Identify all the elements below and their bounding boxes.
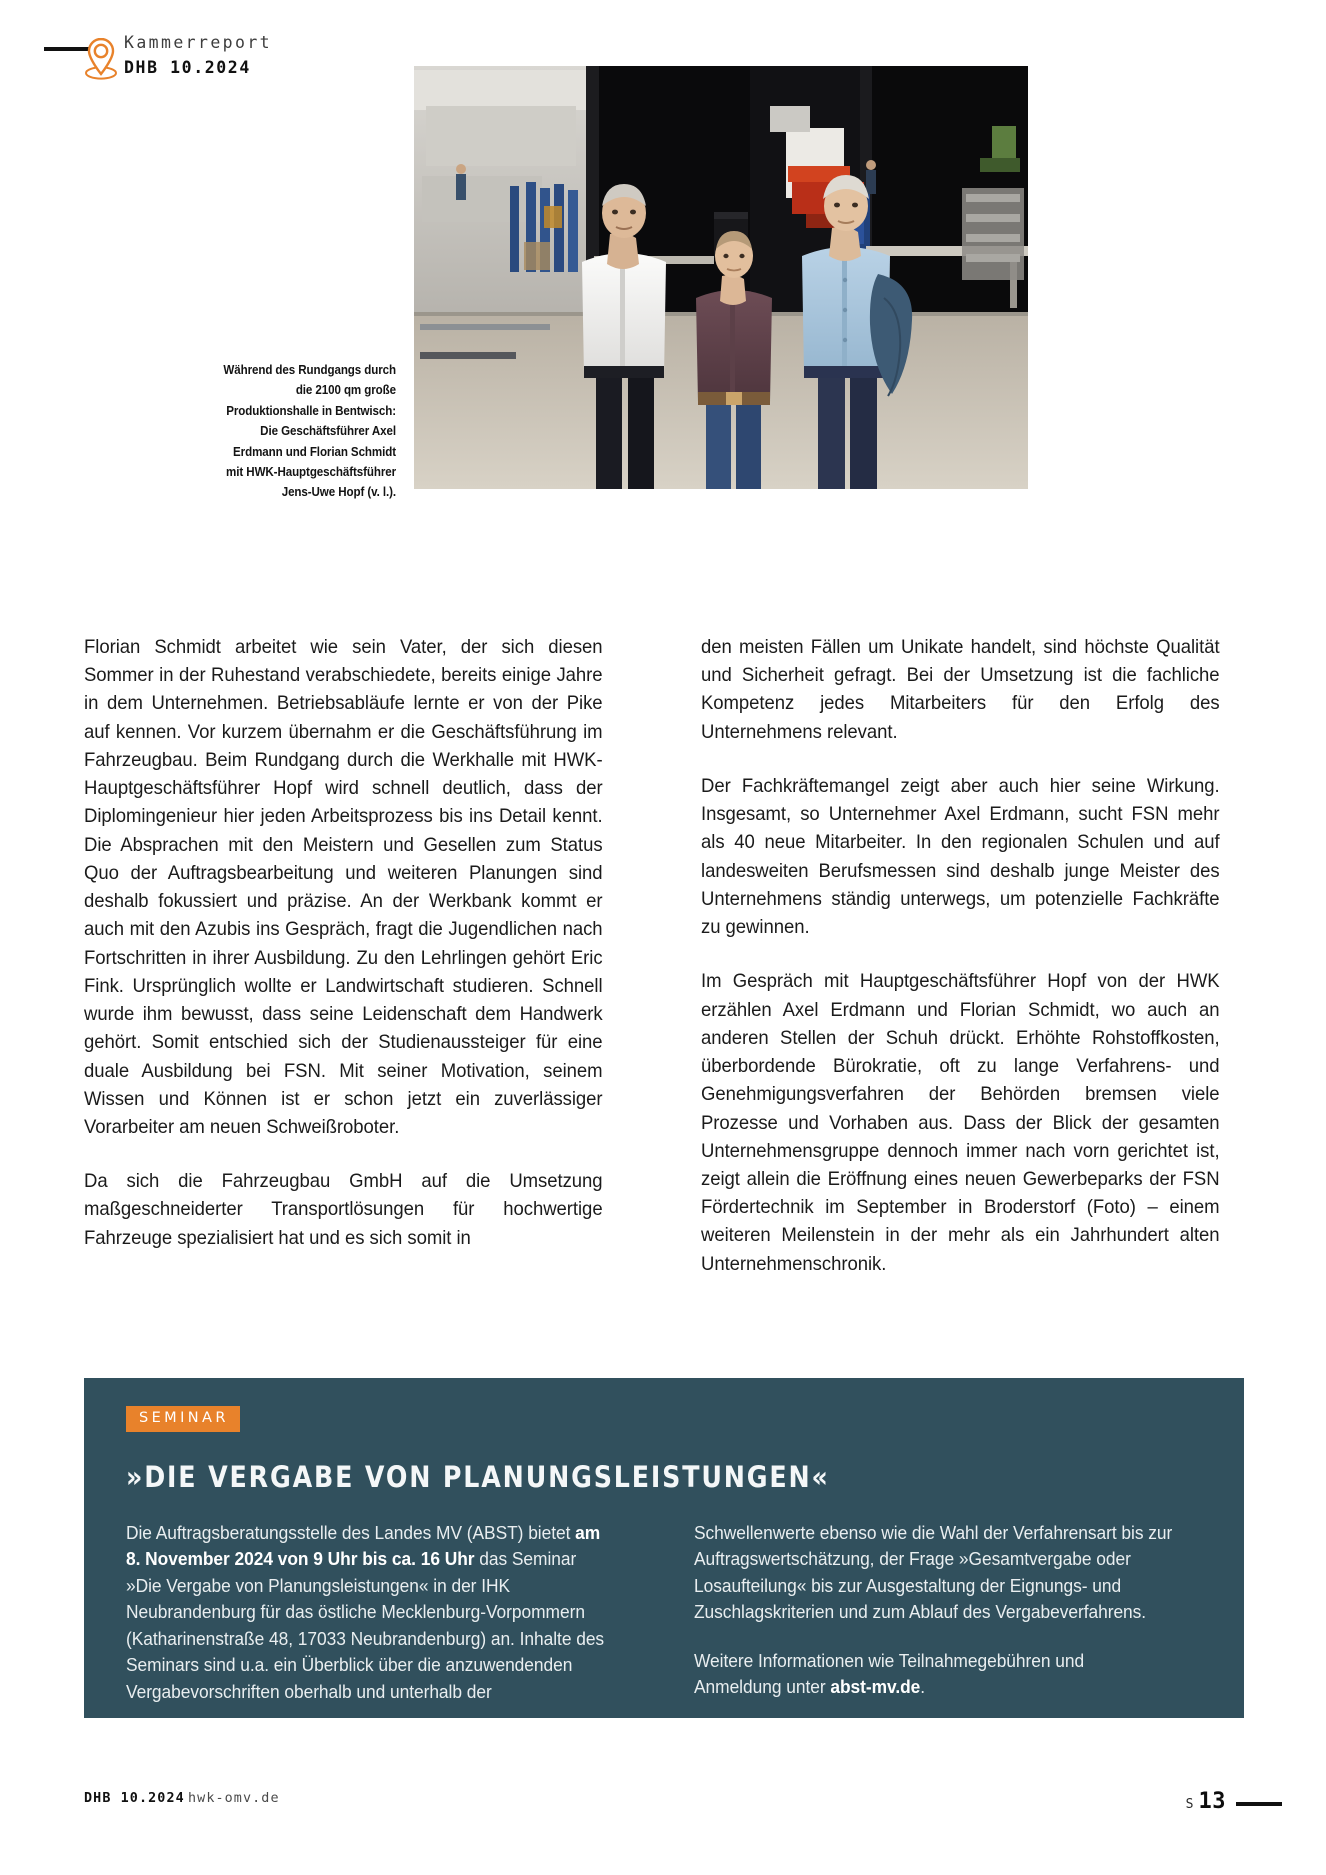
paragraph: den meisten Fällen um Unikate handelt, sind höchste Qualität und Sicherheit gefragt. Bei der Umsetzung ist die fachliche Kompetenz jedes Mitarbeiters für den Erfolg des Unternehmens relevant.: [701, 636, 1220, 743]
seminar-paragraph: [126, 1520, 606, 1706]
page-prefix: S: [1185, 1797, 1194, 1812]
article-body: [84, 633, 1244, 1278]
issue-label: DHB 10.2024: [124, 57, 251, 77]
paragraph: Der Fachkräftemangel zeigt aber auch hier seine Wirkung. Insgesamt, so Unternehmer Axel Erdmann, sucht FSN mehr als 40 neue Mitarbeiter. In den regionalen Schulen und auf landesweiten Berufsmessen sind deshalb junge Meister des Unternehmens ständig unterwegs, um potenzielle Fachkräfte zu gewinnen.: [701, 774, 1220, 939]
header-titles: [124, 30, 272, 80]
location-pin-icon: [84, 34, 118, 82]
footer-issue: DHB 10.2024: [84, 1791, 185, 1806]
paragraph: Im Gespräch mit Hauptgeschäftsführer Hopf von der HWK erzählen Axel Erdmann und Florian Schmidt, wo auch an anderen Stellen der Schuh drückt. Erhöhte Rohstoffkosten, überbordende Bürokratie, oft zu lange Verfahrens- und Genehmigungsverfahren der Behörden bremsen viele Prozesse und Vorhaben aus. Dass der Blick der gesamten Unternehmensgruppe dennoch immer nach vorn gerichtet ist, zeigt allein die Eröffnung eines neuen Gewerbeparks der FSN Fördertechnik im September in Broderstorf (Foto) – einem weiteren Meilenstein in der mehr als ein Jahrhundert alten Unternehmenschronik.: [701, 970, 1220, 1275]
seminar-text-3: Weitere Informationen wie Teilnahmegebühren und Anmeldung unter: [694, 1650, 1085, 1698]
seminar-left-column: [126, 1520, 626, 1706]
paragraph: Da sich die Fahrzeugbau GmbH auf die Umsetzung maßgeschneiderter Transportlösungen für hochwertige Fahrzeuge spezialisiert hat und es sich somit in: [84, 1170, 603, 1249]
paragraph: Florian Schmidt arbeitet wie sein Vater, der sich diesen Sommer in der Ruhestand verabschiedete, bereits einige Jahre in dem Unternehmen. Betriebsabläufe lernte er von der Pike auf kennen. Vor kurzem übernahm er die Geschäftsführung im Fahrzeugbau. Beim Rundgang durch die Werkhalle mit HWK-Hauptgeschäftsführer Hopf wird schnell deutlich, dass der Diplomingenieur hier jeden Arbeitsprozess bis ins Detail kennt. Die Absprachen mit den Meistern und Gesellen zum Status Quo der Auftragsbearbeitung und weiteren Planungen sind deshalb fokussiert und präzise. An der Werkbank kommt er auch mit den Azubis ins Gespräch, fragt die Jugendlichen nach Fortschritten in ihrer Ausbildung. Zu den Lehrlingen gehört Eric Fink. Ursprünglich wollte er Landwirtschaft studieren. Schnell wurde ihm bewusst, dass seine Leidenschaft dem Handwerk gehört. Somit entschied sich der Studienaussteiger für eine duale Ausbildung bei FSN. Mit seiner Motivation, seinem Wissen und Können ist er schon jetzt ein zuverlässiger Vorarbeiter am neuen Schweißroboter.: [84, 636, 603, 1138]
footer-url[interactable]: hwk-omv.de: [188, 1791, 280, 1806]
seminar-box: [84, 1378, 1244, 1718]
seminar-text-1: Die Auftragsberatungsstelle des Landes MV (ABST) bietet: [126, 1522, 576, 1543]
seminar-right-column: [694, 1520, 1194, 1706]
footer-rule: [1236, 1802, 1282, 1806]
seminar-title: »DIE VERGABE VON PLANUNGSLEISTUNGEN«: [126, 1459, 830, 1494]
seminar-text-4: .: [920, 1677, 926, 1698]
photo-caption: Während des Rundgangs durch die 2100 qm große Produktionshalle in Bentwisch: Die Geschäftsführer Axel Erdmann und Florian Schmidt mit HWK-Hauptgeschäftsführer Jens-Uwe Hopf (v. l.).: [223, 363, 396, 500]
page-number-block: [1186, 1789, 1226, 1814]
article-right-column: [701, 633, 1244, 1278]
abst-website-link[interactable]: abst-mv.de: [830, 1677, 921, 1698]
seminar-paragraph: Schwellenwerte ebenso wie die Wahl der Verfahrensart bis zur Auftragswertschätzung, der Frage »Gesamtvergabe oder Losaufteilung« bis zur Ausgestaltung der Eignungs- und Zuschlagskriterien und zum Ablauf des Vergabeverfahrens.: [694, 1522, 1173, 1623]
kammerreport-label: Kammerreport: [124, 33, 273, 52]
seminar-text-2: das Seminar »Die Vergabe von Planungsleistungen« in der IHK Neubrandenburg für das östliche Mecklenburg-Vorpommern (Katharinenstraße 48, 17033 Neubrandenburg) an. Inhalte des Seminars sind u.a. ein Überblick über die anzuwendenden Vergabevorschriften oberhalb und unterhalb der: [126, 1549, 605, 1703]
article-left-column: [84, 633, 627, 1278]
seminar-columns: [126, 1520, 1202, 1706]
seminar-badge: SEMINAR: [126, 1406, 240, 1432]
photo-image: [414, 66, 1028, 489]
page-number: 13: [1198, 1789, 1226, 1814]
seminar-paragraph: [694, 1648, 1174, 1701]
article-photo: [414, 66, 1028, 489]
page-footer: [0, 1789, 1326, 1817]
seminar-date-highlight: am 8. November 2024 von 9 Uhr bis ca. 16 Uhr: [126, 1522, 601, 1570]
